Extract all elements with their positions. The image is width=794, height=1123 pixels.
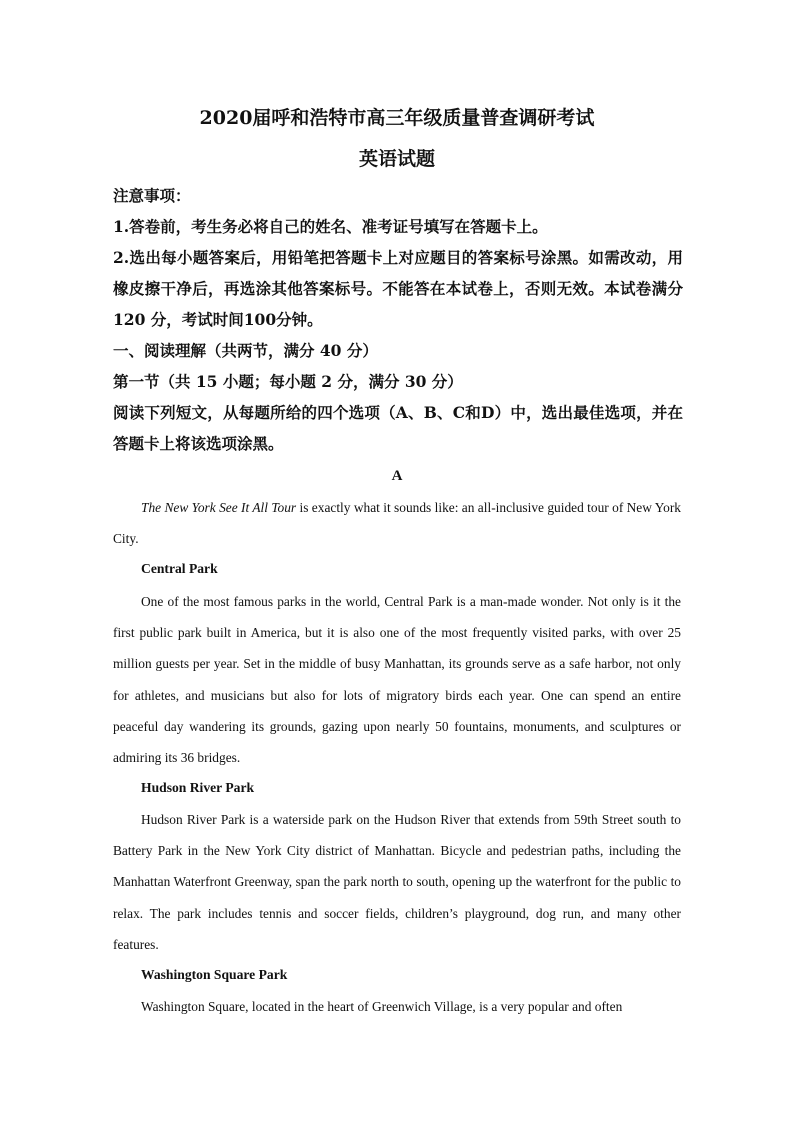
hudson-river-park-heading: Hudson River Park — [141, 780, 255, 795]
washington-square-park-heading: Washington Square Park — [141, 967, 288, 982]
notice-item-1: 1.答卷前，考生务必将自己的姓名、准考证号填写在答题卡上。 — [113, 217, 548, 236]
intro-text: is exactly what it sounds like: an all-inclusive guided tour of New York City. — [113, 500, 681, 547]
section1-heading: 第一节（共 15 小题；每小题 2 分，满分 30 分） — [113, 372, 463, 391]
passage-label: A — [391, 468, 403, 484]
exam-title: 2020届呼和浩特市高三年级质量普查调研考试 — [199, 107, 595, 129]
part1-heading: 一、阅读理解（共两节，满分 40 分） — [113, 341, 378, 360]
part1-instruction: 阅读下列短文，从每题所给的四个选项（A、B、C和D）中，选出最佳选项，并在答题卡上将该选项涂黑。 — [113, 403, 683, 453]
exam-subtitle: 英语试题 — [358, 148, 435, 170]
passage-intro — [113, 492, 681, 554]
notice-label: 注意事项： — [113, 186, 191, 205]
notice-item-2: 2.选出每小题答案后，用铅笔把答题卡上对应题目的答案标号涂黑。如需改动，用橡皮擦干净后，再选涂其他答案标号。不能答在本试卷上，否则无效。本试卷满分 120 分，考试时间100分钟。 — [113, 248, 683, 329]
tour-name: The New York See It All Tour — [141, 500, 297, 515]
hudson-river-park-body: Hudson River Park is a waterside park on the Hudson River that extends from 59th Street south to Battery Park in the New York City district of Manhattan. Bicycle and pedestrian paths, including the Manhattan Waterfront Greenway, span the park north to south, opening up the waterfront for the public to relax. The park includes tennis and soccer fields, children’s playground, dog run, and many other features. — [113, 812, 681, 952]
washington-square-park-body: Washington Square, located in the heart of Greenwich Village, is a very popular and often — [141, 999, 623, 1014]
central-park-heading: Central Park — [141, 561, 218, 576]
central-park-body: One of the most famous parks in the world, Central Park is a man-made wonder. Not only is it the first public park built in America, but it is also one of the most frequently visited parks, with over 25 million guests per year. Set in the middle of busy Manhattan, its grounds serve as a safe harbor, not only for athletes, and musicians but also for lots of migratory birds each year. One can spend an entire peaceful day wandering its grounds, gazing upon nearly 50 fountains, monuments, and sculptures or admiring its 36 bridges. — [113, 594, 681, 766]
